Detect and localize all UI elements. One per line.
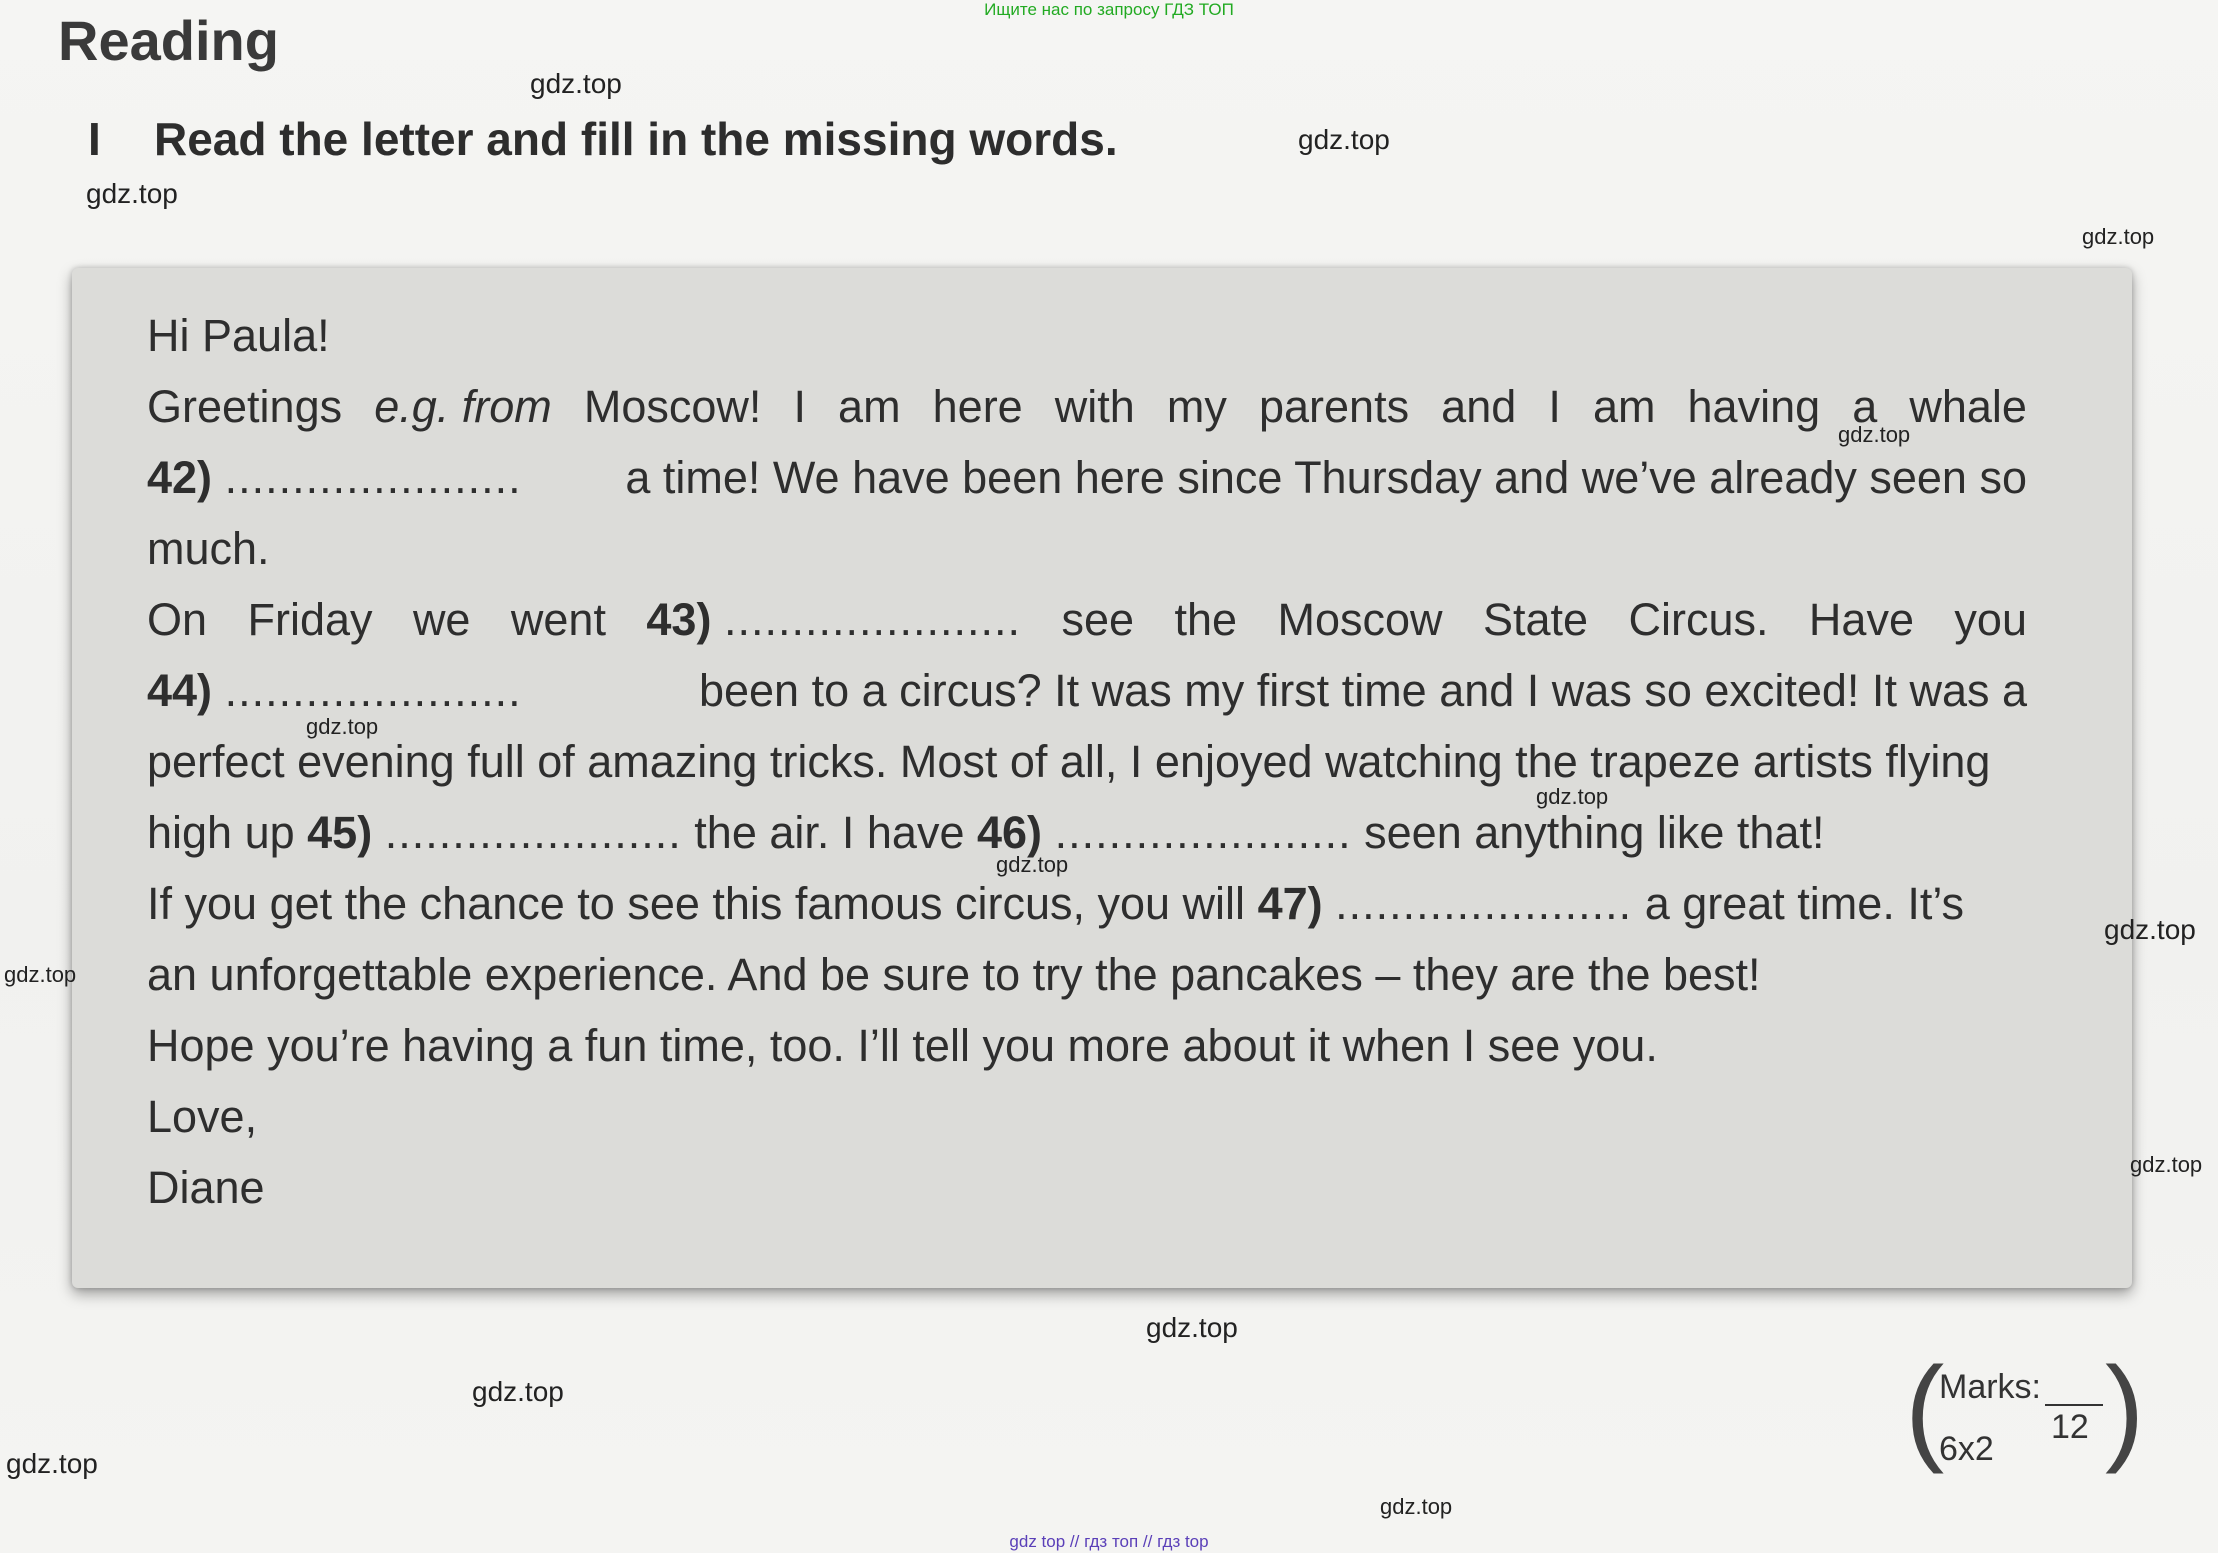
- word: went: [510, 594, 606, 645]
- instruction-text: Read the letter and fill in the missing words.: [154, 113, 1118, 165]
- line-text: high up: [147, 807, 295, 858]
- exercise-number: I: [88, 113, 101, 165]
- letter-greeting: Hi Paula!: [147, 310, 330, 361]
- watermark: gdz.top: [996, 852, 1069, 877]
- word: am: [1592, 381, 1656, 432]
- letter-line-8: [147, 868, 2027, 939]
- word: Circus.: [1628, 594, 1769, 645]
- gap-number-42: 42): [147, 452, 213, 503]
- watermark: gdz.top: [86, 178, 178, 209]
- line-text: If you get the chance to see this famous circus, you will: [147, 878, 1246, 929]
- word: having: [1687, 381, 1821, 432]
- word: Friday: [247, 594, 373, 645]
- section-title: Reading: [58, 9, 279, 72]
- marks-paren-right: ): [2105, 1343, 2145, 1475]
- letter-line-5: [147, 655, 2027, 726]
- word: my: [1166, 381, 1227, 432]
- letter-text: [147, 300, 2027, 1223]
- marks-denominator: 12: [2051, 1408, 2089, 1446]
- word: Moscow!: [583, 381, 762, 432]
- word: am: [838, 381, 901, 432]
- letter-signature: Diane: [147, 1162, 265, 1213]
- top-banner: Ищите нас по запросу ГДЗ ТОП: [984, 0, 1234, 19]
- watermark: gdz.top: [2082, 224, 2155, 249]
- line-text: been to a circus? It was my first time and I was so excited! It was a: [698, 665, 2027, 716]
- watermark: gdz.top: [306, 714, 379, 739]
- gap-number-47: 47): [1257, 878, 1323, 929]
- line-text: a time! We have been here since Thursday and we’ve already seen so: [625, 452, 2027, 503]
- gap-number-44: 44): [147, 665, 213, 716]
- watermark: gdz.top: [1298, 124, 1390, 155]
- word: and: [1441, 381, 1517, 432]
- gap-blank-45[interactable]: ......................: [384, 807, 682, 858]
- word: a: [1852, 381, 1878, 432]
- line-text: seen anything like that!: [1364, 807, 1825, 858]
- watermark: gdz.top: [6, 1448, 98, 1479]
- marks-multiplier: 6x2: [1939, 1430, 1994, 1468]
- watermark: gdz.top: [1380, 1494, 1453, 1519]
- gap-blank-44[interactable]: ......................: [224, 665, 522, 716]
- example-answer: e.g. from: [374, 381, 552, 432]
- letter-line-3: much.: [147, 523, 270, 574]
- footer-watermark: gdz top // гдз топ // гдз top: [1009, 1532, 1209, 1551]
- word: see: [1061, 594, 1135, 645]
- word: I: [1548, 381, 1561, 432]
- letter-line-2: [147, 442, 2027, 513]
- letter-line-4: [147, 584, 2027, 655]
- letter-line-7: [147, 797, 2027, 868]
- gap-number-46: 46): [977, 807, 1043, 858]
- letter-line-9: an unforgettable experience. And be sure to try the pancakes – they are the best!: [147, 949, 1761, 1000]
- word: with: [1054, 381, 1135, 432]
- gap-number-43: 43): [646, 594, 712, 645]
- marks-score-blank[interactable]: [2045, 1404, 2103, 1406]
- word: parents: [1258, 381, 1410, 432]
- word: On: [147, 594, 208, 645]
- watermark: gdz.top: [2130, 1152, 2203, 1177]
- letter-line-10: Hope you’re having a fun time, too. I’ll tell you more about it when I see you.: [147, 1020, 1658, 1071]
- gap-blank-43[interactable]: ......................: [723, 594, 1022, 645]
- word: Moscow: [1277, 594, 1443, 645]
- exercise-instruction: [88, 112, 1118, 166]
- watermark: gdz.top: [1838, 422, 1911, 447]
- gap-number-45: 45): [307, 807, 373, 858]
- letter-line-6: perfect evening full of amazing tricks. Most of all, I enjoyed watching the trapeze artists flying: [147, 736, 1991, 787]
- letter-line-1: [147, 371, 2027, 442]
- watermark: gdz.top: [2104, 914, 2196, 945]
- word: whale: [1909, 381, 2027, 432]
- word: I: [793, 381, 806, 432]
- line-text: the air. I have: [694, 807, 965, 858]
- watermark: gdz.top: [1536, 784, 1609, 809]
- watermark: gdz.top: [472, 1376, 564, 1407]
- marks-label: Marks:: [1939, 1368, 2041, 1406]
- gap-blank-46[interactable]: ......................: [1054, 807, 1352, 858]
- watermark: gdz.top: [4, 962, 77, 987]
- marks-paren-left: (: [1905, 1343, 1945, 1475]
- watermark: gdz.top: [1146, 1312, 1238, 1343]
- word: here: [932, 381, 1023, 432]
- word: Have: [1808, 594, 1914, 645]
- word: we: [412, 594, 471, 645]
- marks-box: [1905, 1343, 2145, 1480]
- word: the: [1174, 594, 1238, 645]
- watermark: gdz.top: [530, 68, 622, 99]
- letter-closing: Love,: [147, 1091, 258, 1142]
- line-text: a great time. It’s: [1644, 878, 1965, 929]
- word: Greetings: [147, 381, 343, 432]
- word: you: [1954, 594, 2027, 645]
- gap-blank-42[interactable]: ......................: [224, 452, 522, 503]
- word: State: [1482, 594, 1589, 645]
- gap-blank-47[interactable]: ......................: [1335, 878, 1633, 929]
